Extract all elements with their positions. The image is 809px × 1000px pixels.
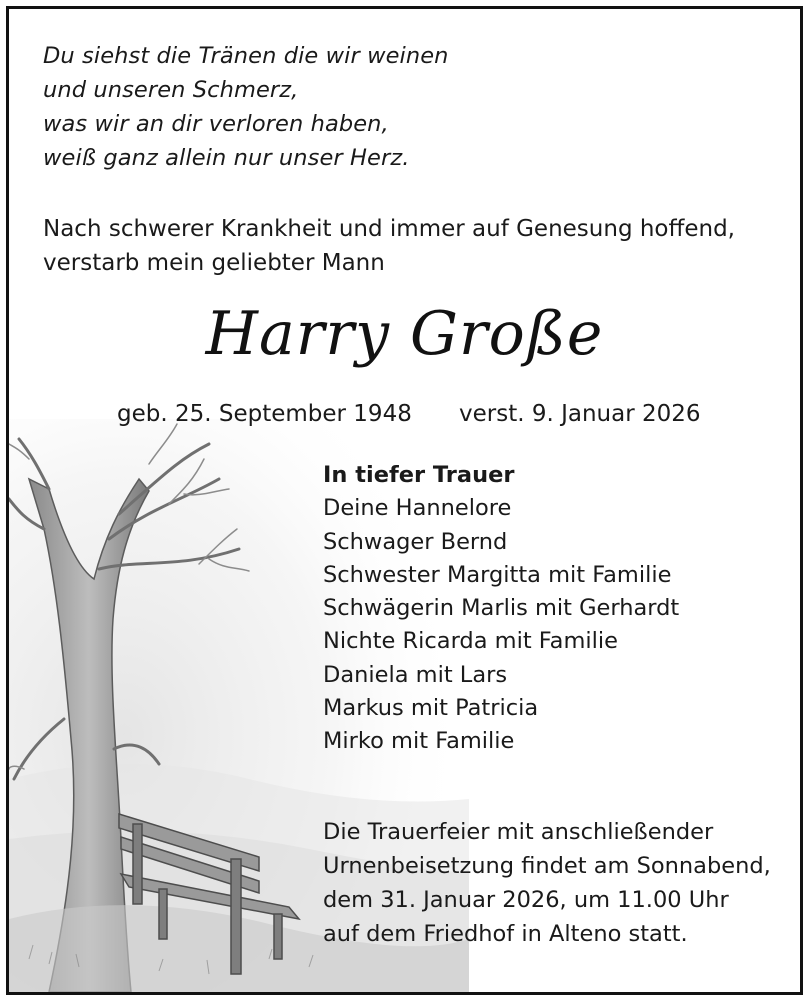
mourner-name: Deine Hannelore [323, 495, 512, 522]
mourner-name: Schwägerin Marlis mit Gerhardt [323, 595, 680, 622]
funeral-line: Urnenbeisetzung findet am Sonnabend, [323, 853, 771, 879]
funeral-line: Die Trauerfeier mit anschließender [323, 819, 714, 845]
mourners-heading: In tiefer Trauer [323, 462, 515, 488]
poem-line: und unseren Schmerz, [43, 77, 299, 103]
mourner-name: Daniela mit Lars [323, 661, 508, 688]
mourner-name: Markus mit Patricia [323, 695, 539, 722]
poem-line: Du siehst die Tränen die wir weinen [43, 43, 449, 69]
obituary-frame [6, 6, 803, 995]
mourner-name: Nichte Ricarda mit Familie [323, 628, 618, 655]
death-date: verst. 9. Januar 2026 [459, 401, 701, 427]
intro-line: Nach schwerer Krankheit und immer auf Genesung hoffend, [43, 216, 735, 242]
life-dates [117, 397, 701, 431]
poem-line: weiß ganz allein nur unser Herz. [43, 145, 410, 171]
intro-text [43, 212, 735, 280]
deceased-name: Harry Große [205, 299, 604, 369]
funeral-line: dem 31. Januar 2026, um 11.00 Uhr [323, 887, 729, 913]
mourner-name: Mirko mit Familie [323, 728, 515, 755]
mourners-list [323, 459, 679, 759]
mourner-name: Schwester Margitta mit Familie [323, 561, 672, 588]
mourner-name: Schwager Bernd [323, 528, 508, 555]
funeral-line: auf dem Friedhof in Alteno statt. [323, 921, 688, 947]
birth-date: geb. 25. September 1948 [117, 401, 412, 427]
intro-line: verstarb mein geliebter Mann [43, 250, 385, 276]
poem-line: was wir an dir verloren haben, [43, 111, 389, 137]
poem [43, 39, 449, 175]
funeral-notice [323, 815, 771, 951]
